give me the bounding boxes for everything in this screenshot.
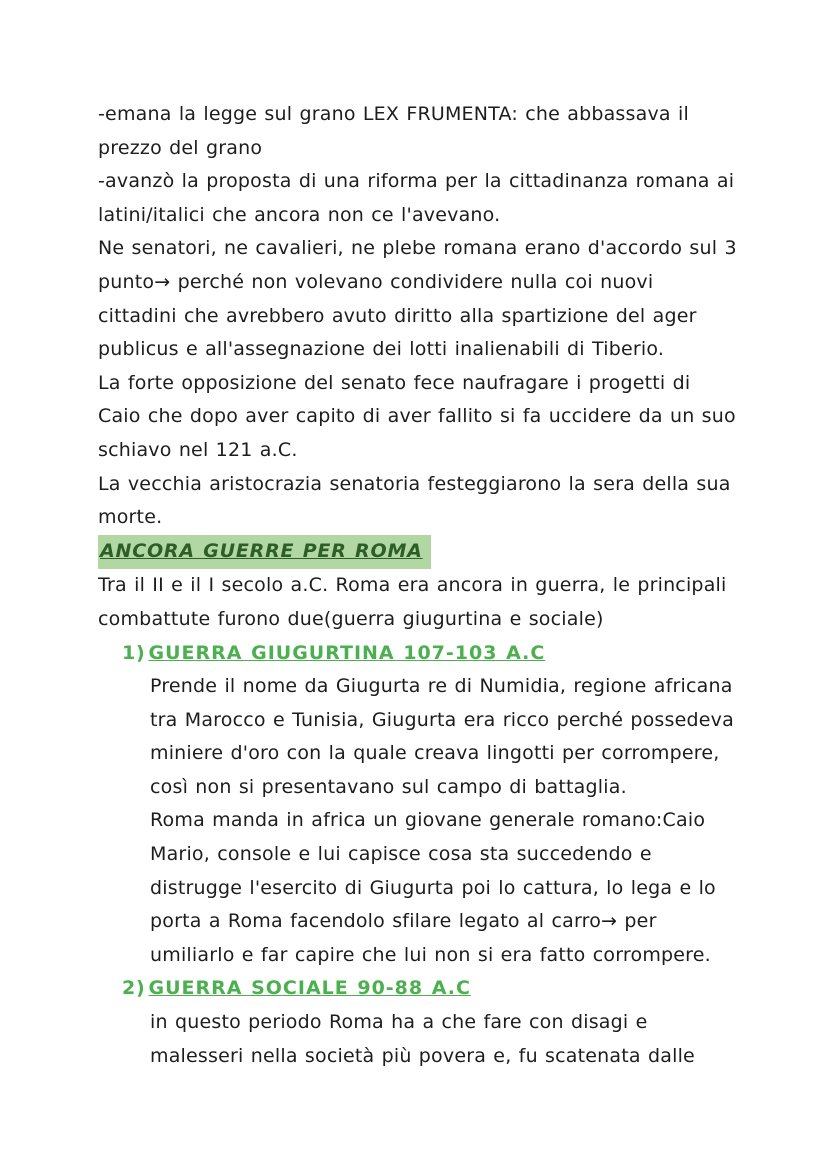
paragraph: Roma manda in africa un giovane generale romano:Caio Mario, console e lui capisce cosa sta succedendo e distrugge l'esercito di Giugurta poi lo cattura, lo lega e lo porta a Roma facendolo sfilare legato al carro→ per umiliarlo e far capire che lui non si era fatto corrompere.: [150, 809, 716, 966]
numbered-heading: [98, 972, 738, 1006]
paragraph: Tra il II e il I secolo a.C. Roma era ancora in guerra, le principali combattute furono due(guerra giugurtina e sociale): [98, 574, 727, 630]
paragraph: La vecchia aristocrazia senatoria festeggiarono la sera della sua morte.: [98, 472, 731, 529]
section-heading-row: [98, 535, 738, 570]
list-number: 1): [122, 641, 146, 664]
numbered-heading: [98, 637, 738, 671]
section-heading-highlighted: ANCORA GUERRE PER ROMA: [98, 535, 431, 570]
paragraph: Prende il nome da Giugurta re di Numidia, regione africana tra Marocco e Tunisia, Giugurta era ricco perché possedeva miniere d'oro con la quale creava lingotti per corrompere, così non si presentavano sul campo di battaglia.: [150, 675, 734, 798]
list-number: 2): [122, 977, 146, 1000]
paragraph: Ne senatori, ne cavalieri, ne plebe romana erano d'accordo sul 3 punto→ perché non volevano condividere nulla coi nuovi cittadini che avrebbero avuto diritto alla spartizione del ager publicus e all'assegnazione dei lotti inalienabili di Tiberio.: [98, 237, 737, 361]
paragraph: -avanzò la proposta di una riforma per la cittadinanza romana ai latini/italici che ancora non ce l'avevano.: [98, 170, 735, 226]
numbered-heading-title: GUERRA SOCIALE 90-88 A.C: [148, 977, 471, 1000]
paragraph: in questo periodo Roma ha a che fare con disagi e malesseri nella società più povera e, fu scatenata dalle: [150, 1011, 695, 1067]
page-content: [98, 98, 738, 1073]
paragraph: La forte opposizione del senato fece naufragare i progetti di Caio che dopo aver capito di aver fallito si fa uccidere da un suo schiavo nel 121 a.C.: [98, 371, 736, 461]
numbered-heading-title: GUERRA GIUGURTINA 107-103 A.C: [148, 641, 546, 664]
paragraph: -emana la legge sul grano LEX FRUMENTA: che abbassava il prezzo del grano: [98, 103, 689, 159]
